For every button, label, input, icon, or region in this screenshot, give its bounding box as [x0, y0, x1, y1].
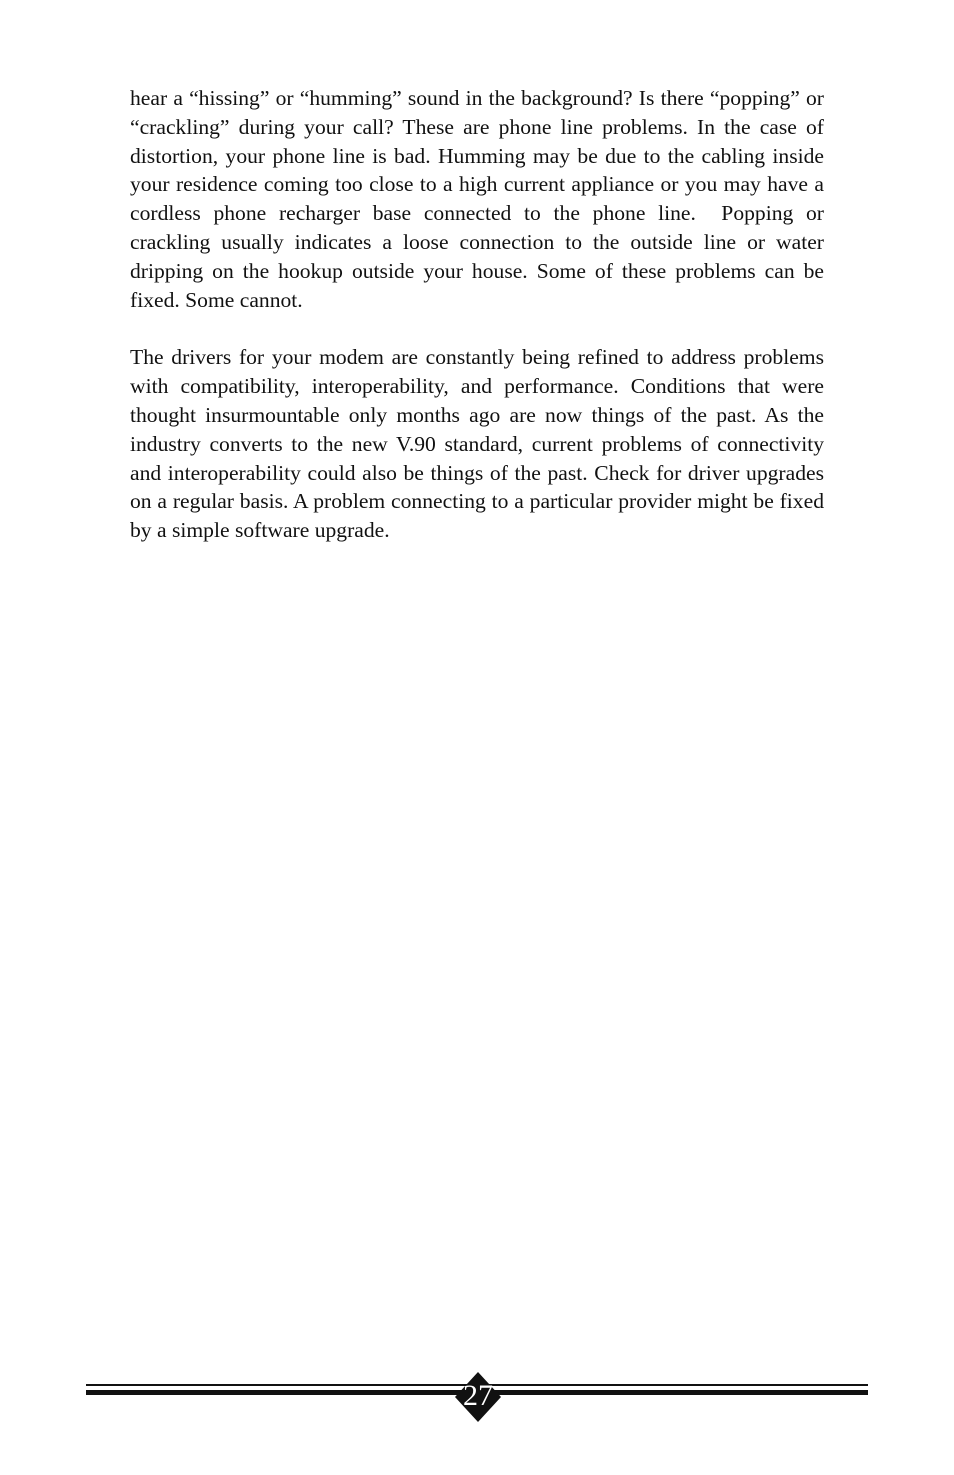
paragraph-phone-line-problems: hear a “hissing” or “humming” sound in the background? Is there “popping” or “crackling” during your call? These are phone line problems. In the case of distortion, your phone line is bad. Humming may be due to the cabling inside your residence coming too close to a high current appliance or you may have a cordless phone recharger base connected to the phone line. Popping or crackling usually indicates a loose connection to the outside line or water dripping on the hookup outside your house. Some of these problems can be fixed. Some cannot.: [130, 86, 824, 312]
page-body: [130, 84, 824, 545]
page-number: 27: [463, 1379, 493, 1412]
page-number-badge: [455, 1372, 501, 1422]
paragraph-driver-upgrades: The drivers for your modem are constantly being refined to address problems with compatibility, interoperability, and performance. Conditions that were thought insurmountable only months ago are now things of the past. As the industry converts to the new V.90 standard, current problems of connectivity and interoperability could also be things of the past. Check for driver upgrades on a regular basis. A problem connecting to a particular provider might be fixed by a simple software upgrade.: [130, 345, 824, 543]
